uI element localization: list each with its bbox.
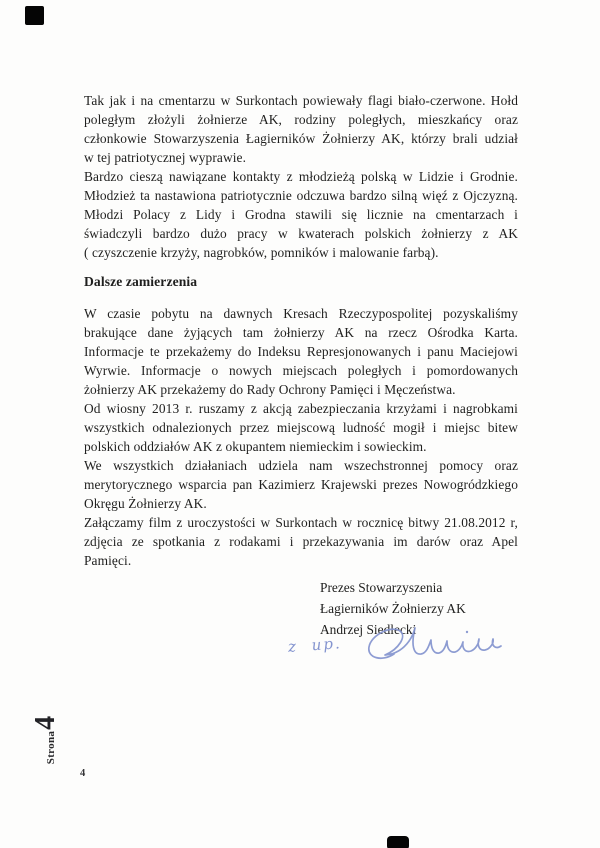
body-line: Tak jak i na cmentarzu w Surkontach powiewały flagi biało-czerwone. Hołd [84, 93, 518, 108]
side-page-label [30, 705, 60, 775]
paragraph [84, 513, 518, 570]
paragraph [84, 91, 518, 167]
page-number: 4 [80, 768, 86, 779]
section-heading: Dalsze zamierzenia [84, 274, 198, 289]
body-line: merytorycznego wsparcia pan Kazimierz Krajewski prezes Nowogródzkiego [84, 477, 518, 492]
body-line: poległym złożyli żołnierze AK, rodziny poległych, mieszkańcy oraz [84, 112, 518, 127]
paragraph [84, 304, 518, 399]
body-line: Od wiosny 2013 r. ruszamy z akcją zabezpieczania krzyżami i nagrobkami [84, 401, 518, 416]
body-line: świadczyli bardzo dużo pracy w kwaterach polskich żołnierzy z AK [84, 226, 518, 241]
body-line: Bardzo cieszą nawiązane kontakty z młodzieżą polską w Lidzie i Grodnie. [84, 169, 518, 184]
signature-line: Łagierników Żołnierzy AK [320, 601, 466, 616]
body-line: Okręgu Żołnierzy AK. [84, 496, 207, 511]
side-page-label-number: 4 [30, 715, 61, 730]
body-line: We wszystkich działaniach udziela nam wszechstronnej pomocy oraz [84, 458, 518, 473]
body-line: Załączamy film z uroczystości w Surkontach w rocznicę bitwy 21.08.2012 r, [84, 515, 518, 530]
body-line: Młodzież ta nastawiona patriotycznie odczuwa bardzo silną więź z Ojczyzną. [84, 188, 518, 203]
body-line: Informacje te przekażemy do Indeksu Represjonowanych i panu Maciejowi [84, 344, 518, 359]
letter-body [84, 91, 518, 570]
body-line: polskich oddziałów AK z okupantem niemieckim i sowieckim. [84, 439, 427, 454]
body-line: w tej patriotycznej wyprawie. [84, 150, 247, 165]
side-page-label-word: Strona [45, 730, 57, 765]
handwritten-note: z up. [287, 634, 343, 656]
paragraph [84, 205, 518, 262]
paragraph [84, 456, 518, 513]
scan-artifact-bottom [387, 836, 409, 848]
body-line: wszystkich odnalezionych przez miejscową ludność mogił i miejsc bitew [84, 420, 518, 435]
scan-artifact-top-left [25, 6, 44, 25]
handwritten-signature-flourish [348, 616, 508, 671]
body-line: zdjęcia ze spotkania z rodakami i przekazywania im darów oraz Apel [84, 534, 518, 549]
signature-line: Prezes Stowarzyszenia [320, 580, 443, 595]
paragraph [84, 167, 518, 205]
paragraph [84, 399, 518, 456]
body-line: ( czyszczenie krzyży, nagrobków, pomników i malowanie farbą). [84, 245, 439, 260]
body-line: W czasie pobytu na dawnych Kresach Rzeczypospolitej pozyskaliśmy [84, 306, 518, 321]
body-line: Młodzi Polacy z Lidy i Grodna stawili się licznie na cmentarzach i [84, 207, 518, 222]
body-line: członkowie Stowarzyszenia Łagierników Żołnierzy AK, którzy brali udział [84, 131, 518, 146]
signature-line: Andrzej Siedlecki [320, 622, 417, 637]
body-line: Pamięci. [84, 553, 132, 568]
body-line: żołnierzy AK przekażemy do Rady Ochrony Pamięci i Męczeństwa. [84, 382, 456, 397]
body-line: brakujące dane żyjących tam żołnierzy AK na rzecz Ośrodka Karta. [84, 325, 518, 340]
body-line: Wyrwie. Informacje o nowych miejscach poległych i pomordowanych [84, 363, 518, 378]
